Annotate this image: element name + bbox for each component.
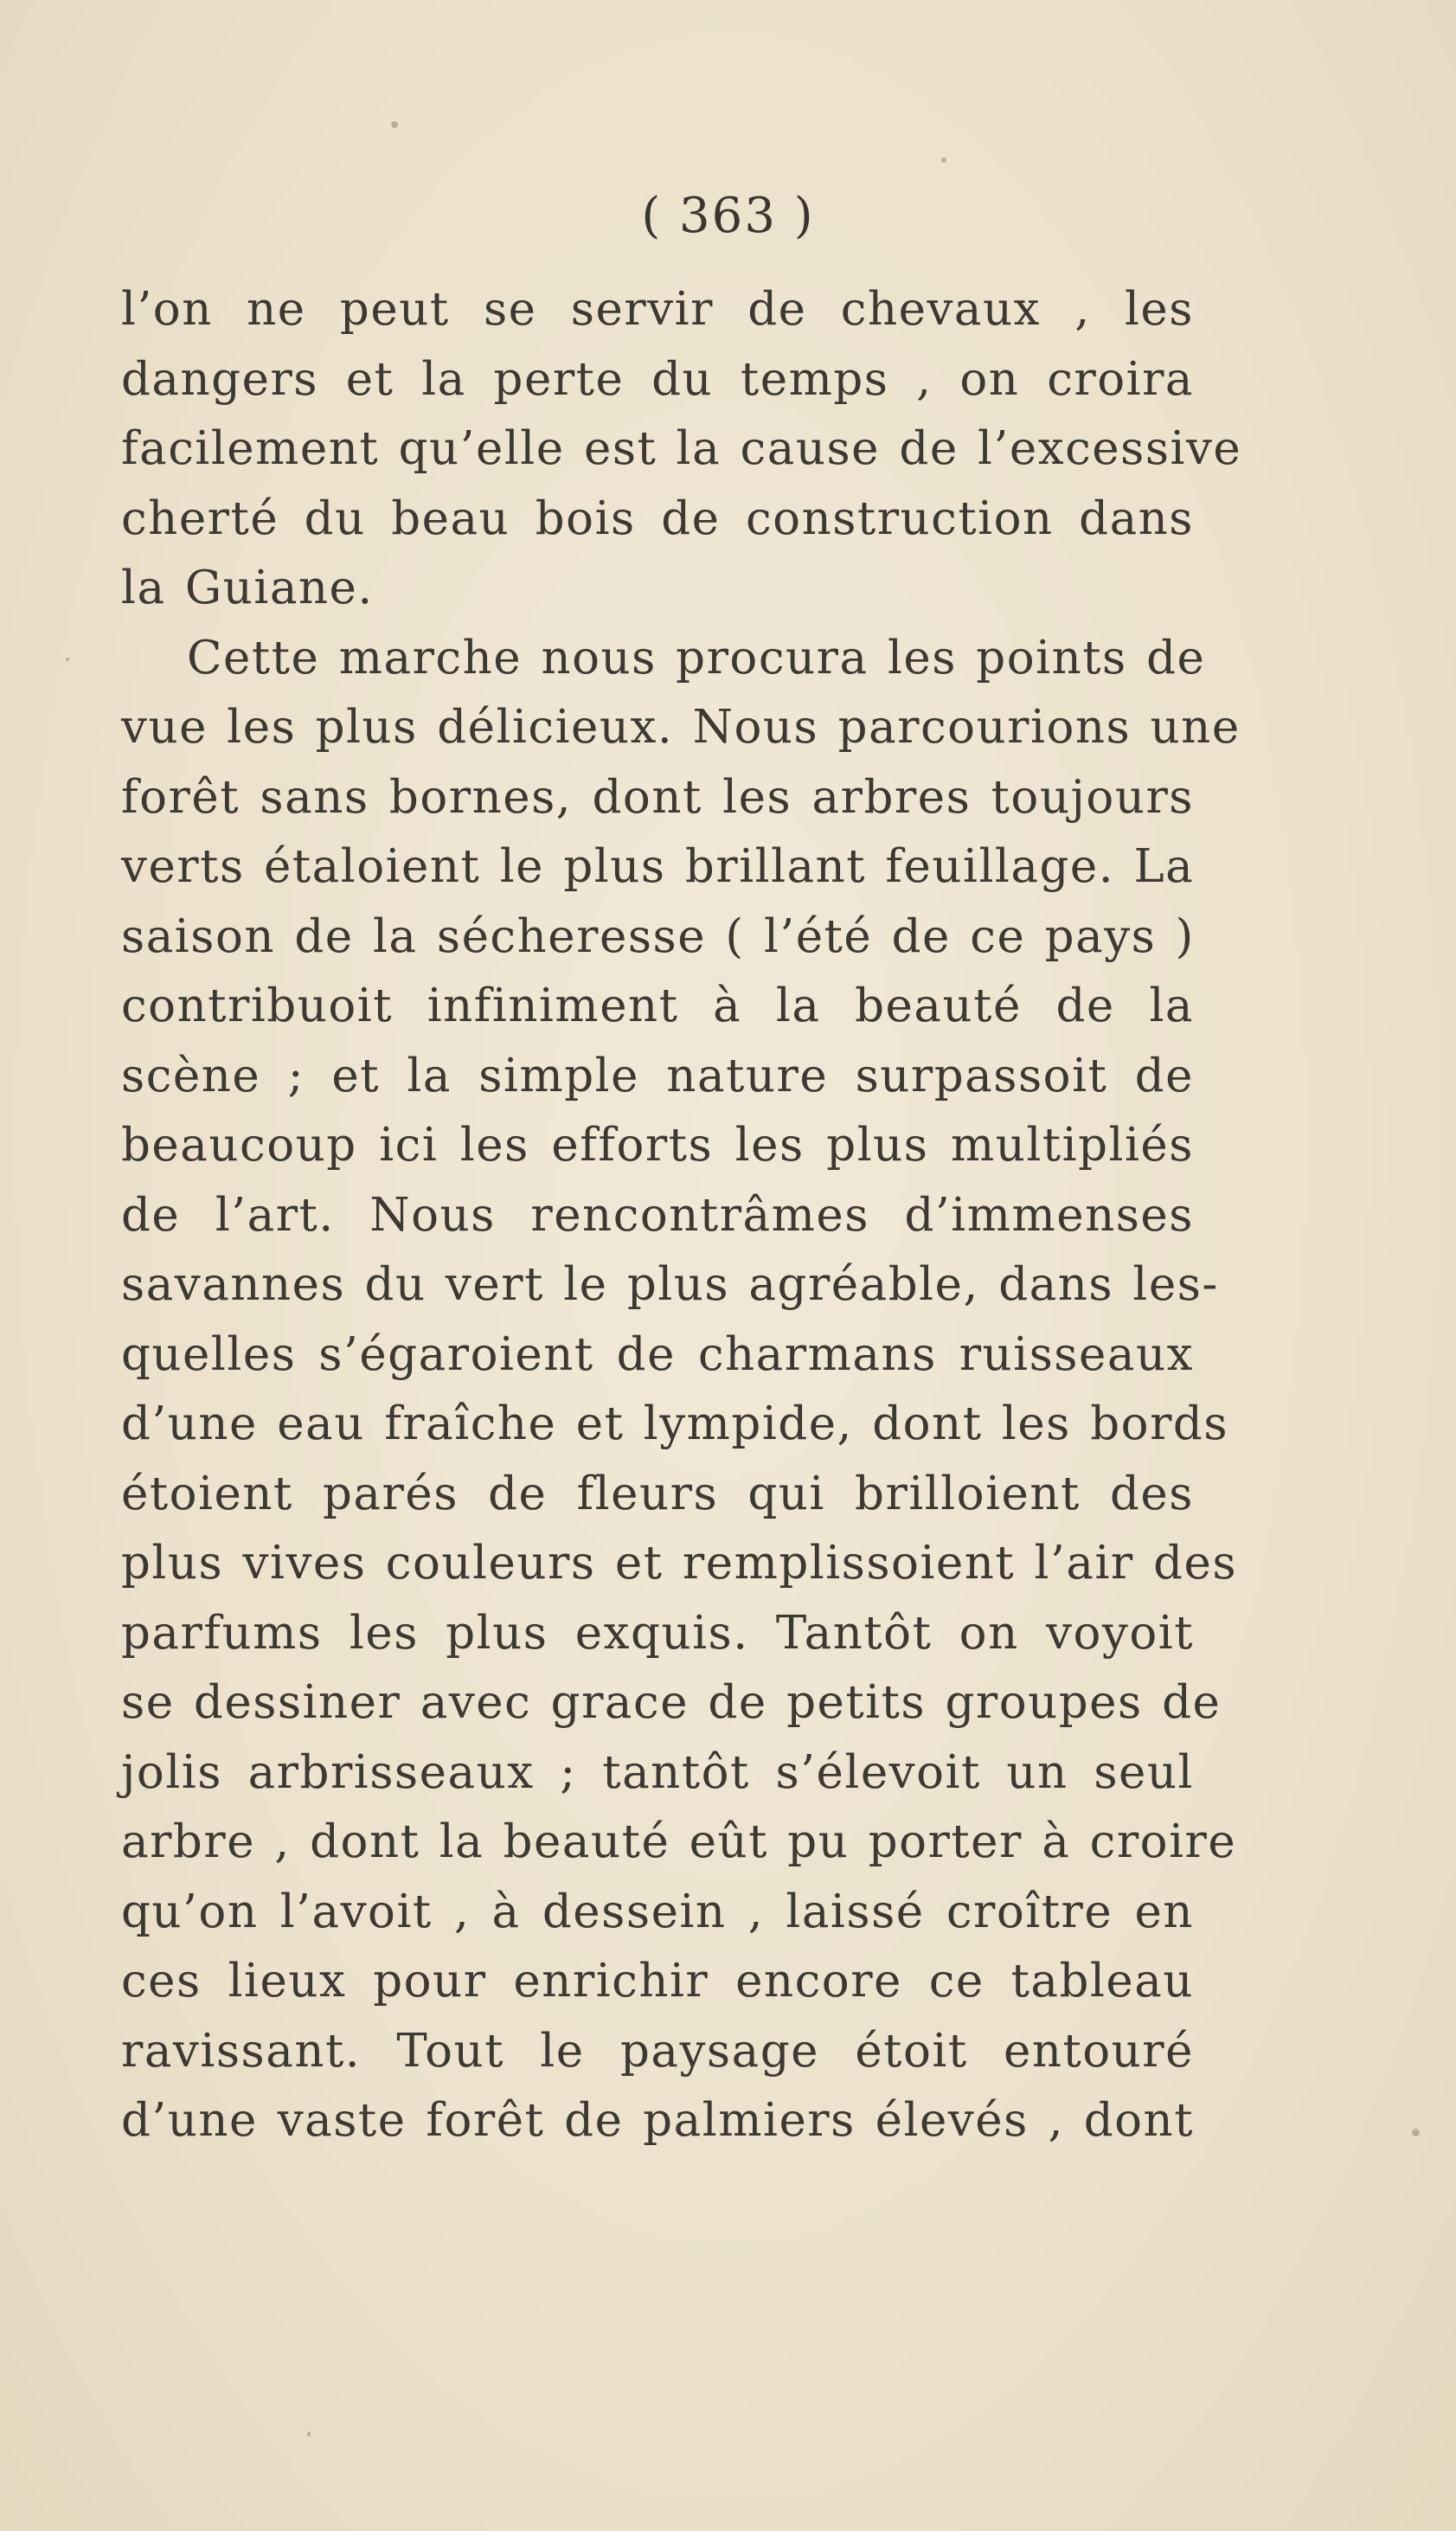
text-line: verts étaloient le plus brillant feuillage. La: [121, 840, 1195, 893]
text-line: contribuoit infiniment à la beauté de la: [121, 980, 1194, 1032]
text-line: savannes du vert le plus agréable, dans les-: [121, 1258, 1219, 1311]
text-line: d’une vaste forêt de palmiers élevés , dont: [121, 2094, 1194, 2147]
paper-speck: [307, 2431, 311, 2437]
text-line: dangers et la perte du temps , on croira: [121, 352, 1194, 406]
text-line: quelles s’égaroient de charmans ruisseaux: [121, 1327, 1194, 1381]
text-line: d’une eau fraîche et lympide, dont les bords: [121, 1397, 1229, 1450]
paper-speck: [66, 658, 69, 661]
text-line: cherté du beau bois de construction dans: [121, 491, 1194, 545]
text-line: forêt sans bornes, dont les arbres toujours: [121, 770, 1194, 824]
text-line: ravissant. Tout le paysage étoit entouré: [121, 2024, 1194, 2078]
text-line: plus vives couleurs et remplissoient l’air des: [121, 1537, 1238, 1590]
text-line: scène ; et la simple nature surpassoit de: [121, 1049, 1194, 1102]
paper-speck: [391, 121, 398, 128]
text-line: vue les plus délicieux. Nous parcourions une: [121, 701, 1241, 754]
text-line: facilement qu’elle est la cause de l’excessive: [121, 422, 1242, 475]
text-line: saison de la sécheresse ( l’été de ce pays ): [121, 909, 1195, 963]
body-text: [121, 275, 1242, 2156]
page-number: ( 363 ): [641, 188, 815, 244]
text-line: arbre , dont la beauté eût pu porter à croire: [121, 1815, 1237, 1868]
text-line: jolis arbrisseaux ; tantôt s’élevoit un seul: [121, 1745, 1194, 1799]
text-line: qu’on l’avoit , à dessein , laissé croître en: [121, 1885, 1194, 1938]
text-line: Cette marche nous procura les points de: [187, 631, 1206, 684]
paper-speck: [1412, 2129, 1420, 2136]
text-line: parfums les plus exquis. Tantôt on voyoit: [121, 1606, 1194, 1660]
text-line: l’on ne peut se servir de chevaux , les: [121, 283, 1194, 336]
text-line: se dessiner avec grace de petits groupes de: [121, 1676, 1222, 1729]
text-line: étoient parés de fleurs qui brilloient des: [121, 1467, 1194, 1520]
text-line: la Guiane.: [121, 562, 374, 614]
paper-speck: [941, 157, 946, 163]
text-line: de l’art. Nous rencontrâmes d’immenses: [121, 1188, 1194, 1242]
text-line: ces lieux pour enrichir encore ce tableau: [121, 1955, 1194, 2007]
text-line: beaucoup ici les efforts les plus multipliés: [121, 1119, 1194, 1172]
